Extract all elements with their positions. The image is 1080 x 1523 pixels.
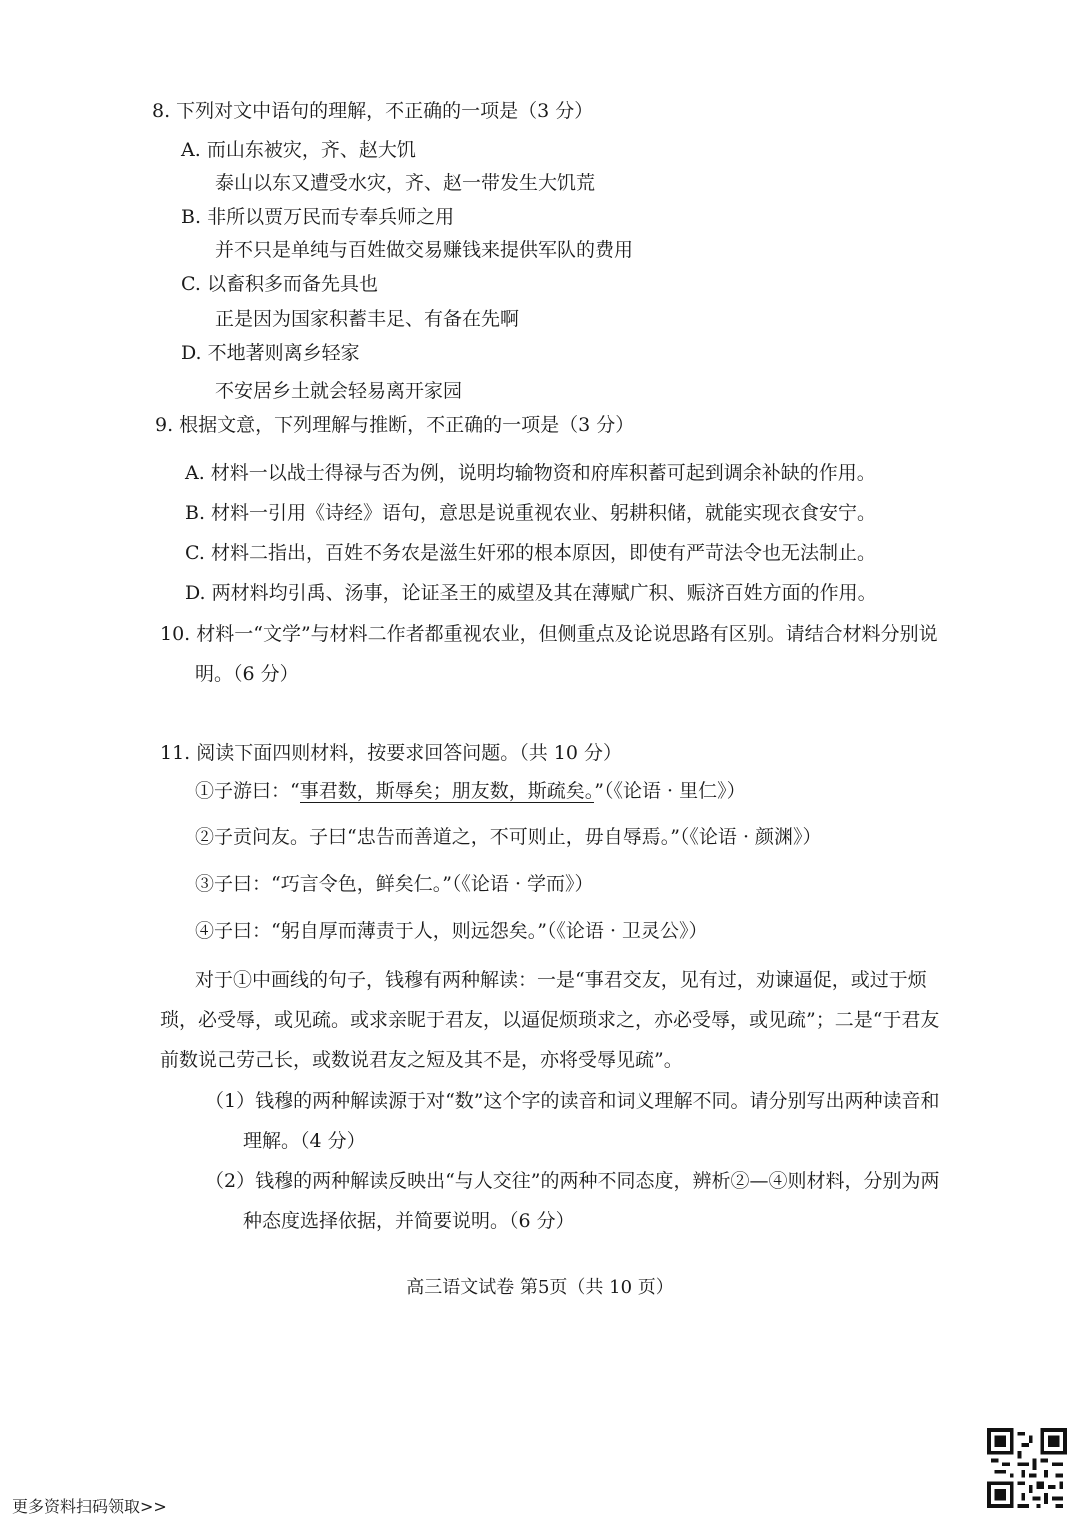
q11-material-3: ③子曰：“巧言令色，鲜矣仁。”（《论语 · 学而》） [195, 873, 594, 895]
qr-code-icon[interactable] [987, 1428, 1067, 1508]
q8-option-a-explain: 泰山以东又遭受水灾，齐、赵一带发生大饥荒 [215, 172, 596, 194]
q11-underlined-sentence: 事君数，斯辱矣；朋友数，斯疏矣。 [299, 780, 595, 802]
q11-material-1: ①子游曰：“事君数，斯辱矣；朋友数，斯疏矣。”（《论语 · 里仁》） [195, 780, 746, 802]
q9-option-b: B. 材料一引用《诗经》语句，意思是说重视农业、躬耕积储，就能实现衣食安宁。 [185, 502, 877, 524]
q8-option-c-explain: 正是因为国家积蓄丰足、有备在先啊 [215, 308, 520, 330]
q9-stem: 9. 根据文意，下列理解与推断，不正确的一项是（3 分） [155, 414, 635, 436]
q11-sub2-line1: （2）钱穆的两种解读反映出“与人交往”的两种不同态度，辨析②—④则材料，分别为两 [205, 1170, 940, 1192]
q9-option-c: C. 材料二指出，百姓不务农是滋生奸邪的根本原因，即使有严苛法令也无法制止。 [185, 542, 876, 564]
q11-sub1-line1: （1）钱穆的两种解读源于对“数”这个字的读音和词义理解不同。请分别写出两种读音和 [205, 1090, 940, 1112]
q11-sub1-line2: 理解。（4 分） [243, 1130, 366, 1152]
q11-para-line3: 前数说己劳己长，或数说君友之短及其不是，亦将受辱见疏”。 [160, 1049, 683, 1071]
q11-para-line1: 对于①中画线的句子，钱穆有两种解读：一是“事君交友，见有过，劝谏逼促，或过于烦 [195, 969, 927, 991]
q11-para-line2: 琐，必受辱，或见疏。或求亲昵于君友，以逼促烦琐求之，亦必受辱，或见疏”；二是“于君友 [160, 1009, 940, 1031]
q8-option-b-explain: 并不只是单纯与百姓做交易赚钱来提供军队的费用 [215, 239, 634, 261]
q11-material-4: ④子曰：“躬自厚而薄责于人，则远怨矣。”（《论语 · 卫灵公》） [195, 920, 708, 942]
q8-stem: 8. 下列对文中语句的理解，不正确的一项是（3 分） [152, 100, 594, 122]
q8-option-c: C. 以畜积多而备先具也 [181, 273, 378, 295]
q8-option-b: B. 非所以贾万民而专奉兵师之用 [181, 206, 455, 228]
q11-stem: 11. 阅读下面四则材料，按要求回答问题。（共 10 分） [160, 742, 623, 764]
q10-line2: 明。（6 分） [195, 663, 299, 685]
q9-option-a: A. 材料一以战士得禄与否为例，说明均输物资和府库积蓄可起到调余补缺的作用。 [185, 462, 876, 484]
q8-option-a: A. 而山东被灾，齐、赵大饥 [181, 139, 416, 161]
q11-sub2-line2: 种态度选择依据，并简要说明。（6 分） [243, 1210, 575, 1232]
more-resources-link[interactable]: 更多资料扫码领取>> [12, 1497, 167, 1516]
page-footer: 高三语文试卷 第5页（共 10 页） [406, 1277, 674, 1298]
q11-material-2: ②子贡问友。子曰“忠告而善道之，不可则止，毋自辱焉。”（《论语 · 颜渊》） [195, 826, 822, 848]
q8-option-d-explain: 不安居乡土就会轻易离开家园 [215, 380, 463, 402]
q9-option-d: D. 两材料均引禹、汤事，论证圣王的威望及其在薄赋广积、赈济百姓方面的作用。 [185, 582, 877, 604]
q10-line1: 10. 材料一“文学”与材料二作者都重视农业，但侧重点及论说思路有区别。请结合材料分别说 [160, 623, 938, 645]
q8-option-d: D. 不地著则离乡轻家 [181, 342, 360, 364]
